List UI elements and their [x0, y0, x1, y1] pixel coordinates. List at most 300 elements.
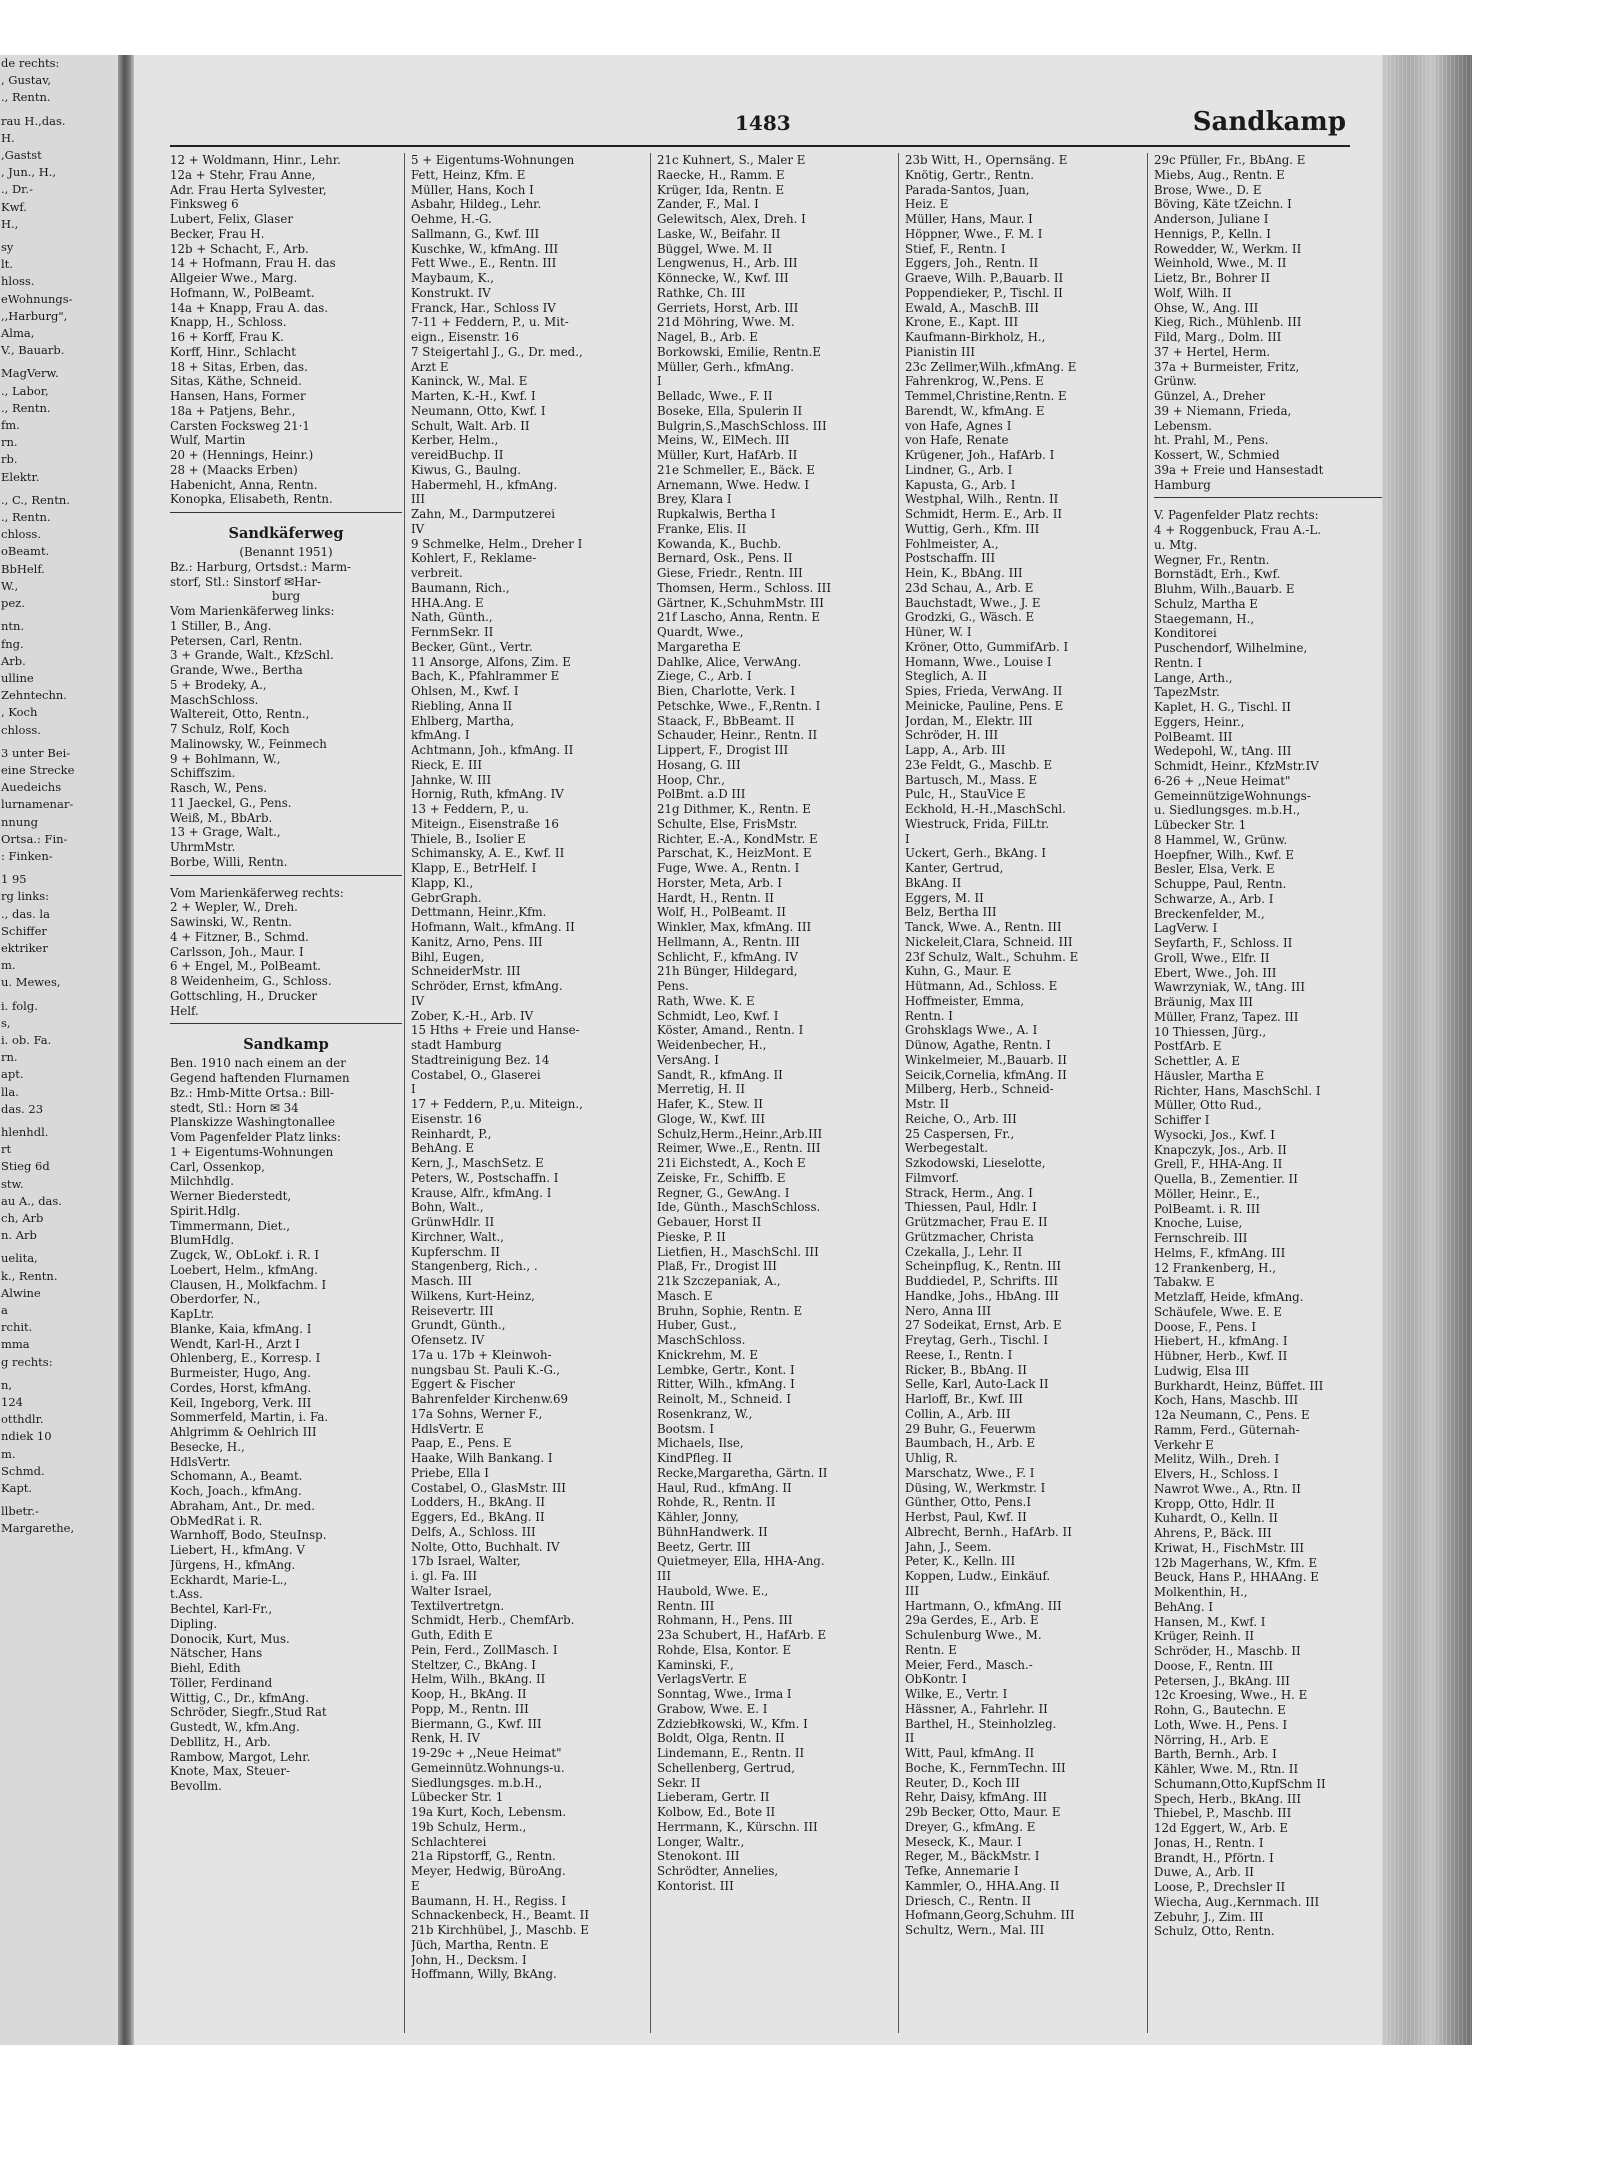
left-page-text-fragment: 124	[1, 1395, 23, 1410]
directory-entry: Rowedder, W., Werkm. II	[1154, 241, 1302, 256]
directory-column	[657, 153, 889, 2033]
directory-entry: Kuhardt, O., Kelln. II	[1154, 1511, 1278, 1526]
directory-entry: Merretig, H. II	[657, 1082, 745, 1097]
directory-entry: Ohse, W., Ang. III	[1154, 300, 1259, 315]
directory-entry: PolBeamt. III	[1154, 729, 1233, 744]
left-page-text-fragment: oBeamt.	[1, 544, 50, 559]
directory-entry: Schröder, H. III	[905, 728, 999, 743]
left-page-text-fragment: mma	[1, 1337, 30, 1352]
directory-entry: 27 Sodeikat, Ernst, Arb. E	[905, 1318, 1062, 1333]
left-page-text-fragment: W.,	[1, 578, 19, 593]
directory-entry: Fernschreib. III	[1154, 1231, 1248, 1245]
directory-entry: Sallmann, G., Kwf. III	[411, 226, 540, 241]
directory-entry: Textilvertretgn.	[411, 1598, 505, 1613]
left-page-text-fragment: ektriker	[1, 940, 48, 955]
directory-entry: Regner, G., GewAng. I	[657, 1185, 790, 1200]
directory-entry: nungsbau St. Pauli K.-G.,	[411, 1362, 561, 1377]
directory-entry: Wilke, E., Vertr. I	[905, 1687, 1008, 1701]
directory-entry: Hansen, M., Kwf. I	[1154, 1614, 1266, 1629]
left-page-text-fragment: nnung	[1, 814, 38, 829]
left-page-text-fragment: lt.	[1, 257, 13, 272]
directory-entry: Düsing, W., Werkmstr. I	[905, 1480, 1046, 1495]
directory-entry: Mstr. II	[905, 1097, 950, 1111]
directory-entry: 4 + Roggenbuck, Frau A.-L.	[1154, 523, 1322, 537]
directory-entry: Schulte, Else, FrisMstr.	[657, 816, 798, 831]
directory-entry: BlumHdlg.	[170, 1233, 235, 1248]
directory-entry: Bz.: Harburg, Ortsdst.: Marm-	[170, 559, 352, 574]
directory-entry: Lengwenus, H., Arb. III	[657, 256, 798, 271]
directory-entry: Plaß, Fr., Drogist III	[657, 1259, 777, 1274]
directory-entry: Beuck, Hans P., HHAAng. E	[1154, 1570, 1319, 1585]
directory-entry: Meins, W., ElMech. III	[657, 433, 790, 448]
directory-entry: Reiche, O., Arb. III	[905, 1111, 1017, 1126]
directory-entry: Müller, Gerh., kfmAng.	[657, 359, 795, 374]
directory-entry: 13 + Feddern, P., u.	[411, 802, 529, 816]
directory-entry: 21g Dithmer, K., Rentn. E	[657, 802, 811, 816]
directory-entry: Wilkens, Kurt-Heinz,	[411, 1288, 535, 1303]
directory-entry: Ricker, B., BbAng. II	[905, 1362, 1027, 1377]
directory-entry: Milberg, Herb., Schneid-	[905, 1082, 1054, 1097]
directory-entry: Ludwig, Elsa III	[1154, 1363, 1250, 1378]
left-page-text-fragment: Alma,	[1, 326, 35, 341]
directory-entry: Pens.	[657, 979, 689, 993]
directory-entry: Marten, K.-H., Kwf. I	[411, 389, 536, 403]
directory-entry: Rohn, G., Bautechn. E	[1154, 1703, 1286, 1717]
directory-entry: Bach, K., Pfahlrammer E	[411, 669, 560, 684]
left-page-text-fragment: 3 unter Bei-	[1, 745, 71, 760]
directory-entry: u. Mtg.	[1154, 537, 1198, 552]
directory-entry: 18a + Patjens, Behr.,	[170, 403, 296, 418]
directory-entry: GebrGraph.	[411, 890, 482, 905]
directory-entry: 9 Schmelke, Helm., Dreher I	[411, 536, 583, 551]
directory-entry: 39a + Freie und Hansestadt	[1154, 462, 1324, 477]
directory-entry: Heiz. E	[905, 197, 949, 212]
directory-entry: Achtmann, Joh., kfmAng. II	[411, 743, 574, 757]
directory-entry: Cordes, Horst, kfmAng.	[170, 1380, 312, 1395]
directory-entry: Schiffszim.	[170, 766, 236, 781]
directory-entry: Parschat, K., HeizMont. E	[657, 846, 812, 861]
directory-entry: Grodzki, G., Wäsch. E	[905, 610, 1035, 625]
directory-entry: FernmSekr. II	[411, 625, 494, 639]
directory-entry: Milchhdlg.	[170, 1174, 235, 1189]
left-page-text-fragment: ., das. la	[1, 906, 50, 921]
directory-entry: Weinhold, Wwe., M. II	[1154, 256, 1287, 271]
left-page-text-fragment: eWohnungs-	[1, 291, 73, 306]
directory-entry: Fohlmeister, A.,	[905, 536, 999, 551]
directory-entry: Klapp, Kl.,	[411, 875, 474, 890]
directory-entry: IV	[411, 521, 425, 536]
directory-entry: 6-26 + ,,Neue Heimat"	[1154, 773, 1291, 788]
directory-entry: Rasch, W., Pens.	[170, 781, 268, 795]
directory-entry: Dettmann, Heinr.,Kfm.	[411, 905, 547, 920]
directory-entry: Scheinpflug, K., Rentn. III	[905, 1259, 1062, 1274]
directory-column	[411, 153, 643, 2033]
directory-entry: Pieske, P. II	[657, 1229, 726, 1244]
directory-entry: BühnHandwerk. II	[657, 1524, 768, 1539]
left-page-text-fragment: 1 95	[1, 872, 27, 887]
left-page-text-fragment: i. folg.	[1, 998, 38, 1013]
directory-entry: Herbst, Paul, Kwf. II	[905, 1510, 1027, 1524]
directory-entry: 8 Hammel, W., Grünw.	[1154, 832, 1288, 847]
directory-entry: Lange, Arth.,	[1154, 670, 1233, 685]
directory-entry: Jonas, H., Rentn. I	[1154, 1835, 1264, 1850]
directory-entry: Schmidt, Heinr., KfzMstr.IV	[1154, 759, 1319, 773]
directory-entry: Höppner, Wwe., F. M. I	[905, 226, 1043, 241]
directory-entry: VersAng. I	[657, 1052, 719, 1067]
directory-entry: Rosenkranz, W.,	[657, 1406, 753, 1421]
directory-entry: Haul, Rud., kfmAng. II	[657, 1480, 792, 1495]
directory-entry: t.Ass.	[170, 1587, 203, 1602]
directory-entry: Ohlenberg, E., Korresp. I	[170, 1351, 321, 1366]
directory-entry: Müller, Hans, Koch I	[411, 182, 534, 197]
directory-entry: Krone, E., Kapt. III	[905, 315, 1019, 330]
directory-entry: HdlsVertr.	[170, 1454, 231, 1469]
directory-entry: Tefke, Annemarie I	[905, 1864, 1019, 1878]
directory-entry: Gelewitsch, Alex, Dreh. I	[657, 212, 806, 226]
directory-entry: Stenokont. III	[657, 1849, 740, 1864]
directory-entry: Harloff, Br., Kwf. III	[905, 1392, 1023, 1406]
directory-entry: Masch. E	[657, 1288, 713, 1303]
directory-entry: Wolf, H., PolBeamt. II	[657, 905, 786, 920]
directory-entry: 12 + Woldmann, Hinr., Lehr.	[170, 153, 341, 167]
left-page-text-fragment: Schiffer	[1, 923, 47, 938]
directory-entry: Masch. III	[411, 1274, 472, 1288]
directory-entry: Bornstädt, Erh., Kwf.	[1154, 567, 1281, 582]
directory-column	[1154, 153, 1382, 2033]
directory-column	[170, 153, 402, 2033]
directory-entry: Meier, Ferd., Masch.-	[905, 1657, 1033, 1672]
directory-entry: Eggert & Fischer	[411, 1377, 515, 1392]
directory-entry: Winkelmeier, M.,Bauarb. II	[905, 1052, 1067, 1067]
left-page-text-fragment: hlenhdl.	[1, 1124, 49, 1139]
directory-entry: 8 Weidenheim, G., Schloss.	[170, 974, 332, 988]
directory-entry: Eggers, Joh., Rentn. II	[905, 256, 1039, 271]
directory-entry: GemeinnützigeWohnungs-	[1154, 788, 1311, 803]
section-divider	[170, 1023, 402, 1034]
directory-entry: Kuschke, W., kfmAng. III	[411, 241, 559, 256]
directory-entry: 7 Schulz, Rolf, Koch	[170, 722, 290, 736]
left-page-text-fragment: H.	[1, 130, 15, 145]
directory-entry: Ofensetz. IV	[411, 1333, 485, 1347]
directory-entry: Adr. Frau Herta Sylvester,	[170, 182, 327, 197]
directory-entry: Bulgrin,S.,MaschSchloss. III	[657, 418, 827, 433]
directory-entry: Grützmacher, Frau E. II	[905, 1215, 1048, 1229]
directory-entry: Uhlig, R.	[905, 1451, 958, 1465]
directory-entry: Barendt, W., kfmAng. E	[905, 403, 1045, 418]
left-page-text-fragment: rb.	[1, 452, 18, 467]
directory-entry: Hein, K., BbAng. III	[905, 566, 1023, 580]
directory-entry: KapLtr.	[170, 1307, 215, 1321]
directory-entry: HHA.Ang. E	[411, 595, 484, 610]
directory-entry: Schuppe, Paul, Rentn.	[1154, 877, 1287, 891]
directory-entry: 7-11 + Feddern, P., u. Mit-	[411, 315, 569, 330]
left-page-text-fragment: Kwf.	[1, 199, 27, 214]
directory-entry: Miteign., Eisenstraße 16	[411, 816, 559, 831]
directory-entry: Molkenthin, H.,	[1154, 1585, 1248, 1599]
directory-entry: Bruhn, Sophie, Rentn. E	[657, 1303, 803, 1318]
left-page-text-fragment: n. Arb	[1, 1228, 37, 1243]
directory-entry: Richter, Hans, MaschSchl. I	[1154, 1083, 1321, 1098]
directory-entry: 23a Schubert, H., HafArb. E	[657, 1628, 827, 1642]
directory-entry: Könnecke, W., Kwf. III	[657, 271, 789, 285]
directory-entry: Sonntag, Wwe., Irma I	[657, 1687, 792, 1701]
directory-entry: 21c Kuhnert, S., Maler E	[657, 153, 806, 167]
left-page-text-fragment: V., Bauarb.	[1, 343, 65, 358]
directory-entry: Fett, Heinz, Kfm. E	[411, 167, 526, 182]
directory-entry: Wysocki, Jos., Kwf. I	[1154, 1127, 1275, 1142]
directory-entry: Petersen, J., BkAng. III	[1154, 1673, 1290, 1688]
directory-entry: Haubold, Wwe. E.,	[657, 1583, 769, 1598]
directory-entry: Bz.: Hmb-Mitte Ortsa.: Bill-	[170, 1085, 335, 1100]
directory-entry: 1 + Eigentums-Wohnungen	[170, 1144, 334, 1159]
directory-entry: Meyer, Hedwig, BüroAng.	[411, 1864, 566, 1878]
directory-entry: Nero, Anna III	[905, 1303, 992, 1318]
directory-entry: Weidenbecher, H.,	[657, 1038, 767, 1052]
directory-entry: Krüger, Ida, Rentn. E	[657, 182, 785, 197]
section-divider	[170, 875, 402, 886]
directory-entry: Huber, Gust.,	[657, 1318, 737, 1333]
left-page-text-fragment: llbetr.-	[1, 1504, 39, 1519]
left-page-text-fragment: , Gustav,	[1, 73, 52, 88]
directory-entry: Thiebel, P., Maschb. III	[1154, 1806, 1292, 1821]
left-page-text-fragment: eine Strecke	[1, 762, 75, 777]
street-heading: Sandkamp	[243, 1036, 329, 1054]
directory-entry: Boseke, Ella, Spulerin II	[657, 403, 803, 418]
directory-entry: Eggers, Ed., BkAng. II	[411, 1510, 545, 1524]
directory-entry: Timmermann, Diet.,	[170, 1218, 291, 1233]
directory-entry: 21i Eichstedt, A., Koch E	[657, 1156, 806, 1170]
directory-entry: Reger, M., BäckMstr. I	[905, 1849, 1040, 1864]
directory-entry: Doose, F., Rentn. III	[1154, 1658, 1274, 1673]
directory-entry: Schmidt, Leo, Kwf. I	[657, 1008, 779, 1023]
directory-entry: Peters, W., Postschaffn. I	[411, 1170, 559, 1185]
directory-entry: Lindner, G., Arb. I	[905, 462, 1013, 477]
directory-entry: Jüch, Martha, Rentn. E	[411, 1937, 549, 1952]
directory-entry: ObKontr. I	[905, 1672, 967, 1687]
directory-entry: III	[411, 492, 425, 507]
directory-entry: Kaplet, H. G., Tischl. II	[1154, 700, 1291, 714]
directory-entry: Kaninck, W., Mal. E	[411, 374, 528, 389]
directory-entry: Töller, Ferdinand	[170, 1675, 273, 1690]
directory-entry: Brose, Wwe., D. E	[1154, 182, 1262, 197]
left-page-text-fragment: stw.	[1, 1176, 24, 1191]
directory-entry: Kanter, Gertrud,	[905, 861, 1004, 875]
directory-entry: Schrödter, Annelies,	[657, 1864, 779, 1878]
directory-entry: 23e Feldt, G., Maschb. E	[905, 757, 1053, 772]
directory-entry: Krause, Alfr., kfmAng. I	[411, 1185, 552, 1200]
directory-entry: Staegemann, H.,	[1154, 611, 1255, 626]
directory-entry: Maybaum, K.,	[411, 271, 494, 285]
directory-entry: Eggers, M. II	[905, 890, 984, 905]
directory-entry: Korff, Hinr., Schlacht	[170, 344, 296, 359]
directory-entry: Gemeinnütz.Wohnungs-u.	[411, 1760, 565, 1775]
left-page-text-fragment: m.	[1, 1446, 16, 1461]
directory-entry: Oehme, H.-G.	[411, 212, 492, 226]
left-page-text-fragment: rn.	[1, 435, 18, 450]
directory-entry: Peter, K., Kelln. III	[905, 1554, 1016, 1569]
directory-entry: Sawinski, W., Rentn.	[170, 915, 292, 929]
directory-entry: Westphal, Wilh., Rentn. II	[905, 492, 1059, 507]
directory-entry: Renk, H. IV	[411, 1731, 481, 1746]
directory-entry: Zahn, M., Darmputzerei	[411, 507, 556, 521]
directory-entry: stedt, Stl.: Horn ✉ 34	[170, 1100, 299, 1115]
directory-entry: Fahrenkrog, W.,Pens. E	[905, 374, 1044, 389]
directory-entry: 20 + (Hennings, Heinr.)	[170, 448, 314, 462]
directory-entry: 12a Neumann, C., Pens. E	[1154, 1408, 1310, 1422]
directory-entry: Keil, Ingeborg, Verk. III	[170, 1395, 312, 1410]
directory-entry: Wolf, Wilh. II	[1154, 285, 1232, 300]
directory-entry: Häusler, Martha E	[1154, 1068, 1265, 1083]
left-page-text-fragment: chloss.	[1, 527, 41, 542]
directory-entry: Horster, Meta, Arb. I	[657, 875, 782, 890]
directory-entry: Costabel, O., Glaserei	[411, 1067, 541, 1082]
directory-entry: 7 Steigertahl J., G., Dr. med.,	[411, 344, 583, 359]
directory-entry: Möller, Heinr., E.,	[1154, 1186, 1260, 1201]
left-page-text-fragment: ulline	[1, 670, 34, 685]
directory-entry: Borkowski, Emilie, Rentn.E	[657, 344, 821, 359]
directory-entry: Kröner, Otto, GummifArb. I	[905, 639, 1069, 654]
directory-entry: Nolte, Otto, Buchhalt. IV	[411, 1539, 560, 1554]
directory-entry: Nätscher, Hans	[170, 1646, 263, 1661]
directory-entry: Becker, Günt., Vertr.	[411, 639, 533, 654]
directory-entry: kfmAng. I	[411, 728, 470, 743]
directory-entry: Rupkalwis, Bertha I	[657, 507, 776, 521]
directory-entry: 21f Lascho, Anna, Rentn. E	[657, 610, 821, 625]
directory-entry: Strack, Herm., Ang. I	[905, 1185, 1033, 1200]
directory-entry: 19a Kurt, Koch, Lebensm.	[411, 1805, 567, 1819]
directory-entry: Hoffmeister, Emma,	[905, 993, 1025, 1008]
directory-entry: 16 + Korff, Frau K.	[170, 330, 284, 344]
left-page-text-fragment: pez.	[1, 596, 25, 611]
directory-entry: Waltereit, Otto, Rentn.,	[170, 707, 310, 722]
directory-entry: Hardt, H., Rentn. II	[657, 890, 774, 905]
directory-entry: Reinhardt, P.,	[411, 1126, 492, 1141]
directory-entry: Gärtner, K.,SchuhmMstr. III	[657, 595, 824, 610]
left-page-text-fragment: fng.	[1, 636, 24, 651]
directory-entry: BkAng. II	[905, 875, 962, 890]
directory-entry: u. Siedlungsges. m.b.H.,	[1154, 803, 1301, 818]
directory-entry: Nagel, B., Arb. E	[657, 330, 758, 344]
left-page-text-fragment: Ortsa.: Fin-	[1, 831, 68, 846]
directory-entry: Hansen, Hans, Former	[170, 389, 306, 403]
directory-entry: 5 + Brodeky, A.,	[170, 677, 267, 692]
directory-entry: Brey, Klara I	[657, 492, 732, 507]
directory-entry: 19-29c + ,,Neue Heimat"	[411, 1746, 562, 1760]
directory-entry: E	[411, 1878, 420, 1893]
directory-entry: Tabakw. E	[1154, 1275, 1215, 1290]
directory-entry: Stief, F., Rentn. I	[905, 241, 1006, 256]
directory-entry: Lapp, A., Arb. III	[905, 743, 1006, 757]
directory-entry: Asbahr, Hildeg., Lehr.	[411, 197, 542, 212]
directory-entry: Kähler, Jonny,	[657, 1510, 739, 1524]
directory-entry: Kriwat, H., FischMstr. III	[1154, 1540, 1305, 1555]
left-page-text-fragment: ndiek 10	[1, 1429, 52, 1444]
directory-entry: Schiffer I	[1154, 1113, 1210, 1127]
directory-column	[905, 153, 1137, 2033]
directory-entry: Paap, E., Pens. E	[411, 1436, 512, 1451]
directory-entry: 21a Ripstorff, G., Rentn.	[411, 1849, 556, 1864]
directory-entry: Driesch, C., Rentn. II	[905, 1893, 1032, 1908]
directory-entry: Rentn. III	[657, 1598, 715, 1613]
left-page-text-fragment: MagVerw.	[1, 366, 59, 381]
directory-entry: Marschatz, Wwe., F. I	[905, 1465, 1035, 1480]
directory-entry: Franck, Har., Schloss IV	[411, 300, 556, 315]
directory-entry: Hamburg	[1154, 477, 1211, 492]
directory-entry: I	[411, 1082, 416, 1097]
directory-entry: 12 Frankenberg, H.,	[1154, 1260, 1276, 1275]
directory-entry: Kolbow, Ed., Bote II	[657, 1805, 776, 1819]
directory-entry: Böving, Käte tZeichn. I	[1154, 197, 1292, 212]
directory-entry: Carsten Focksweg 21·1	[170, 418, 310, 433]
directory-entry: Koch, Joach., kfmAng.	[170, 1484, 302, 1498]
directory-entry: Schmidt, Herm. E., Arb. II	[905, 507, 1063, 521]
directory-entry: Becker, Frau H.	[170, 226, 265, 241]
directory-entry: Lindemann, E., Rentn. II	[657, 1746, 805, 1760]
directory-entry: Eckhold, H.-H.,MaschSchl.	[905, 802, 1066, 816]
directory-entry: 6 + Engel, M., PolBeamt.	[170, 959, 321, 974]
left-page-text-fragment: n,	[1, 1377, 13, 1392]
directory-entry: Hoop, Chr.,	[657, 772, 726, 787]
directory-entry: Kerber, Helm.,	[411, 433, 499, 448]
directory-entry: 23d Schau, A., Arb. E	[905, 580, 1034, 595]
directory-entry: Jahn, J., Seem.	[905, 1539, 992, 1554]
directory-entry: Lübecker Str. 1	[1154, 818, 1247, 832]
directory-entry: Costabel, O., GlasMstr. III	[411, 1480, 566, 1495]
directory-entry: Rathke, Ch. III	[657, 285, 746, 300]
directory-entry: Hoffmann, Willy, BkAng.	[411, 1967, 557, 1982]
directory-entry: 37 + Hertel, Herm.	[1154, 344, 1271, 359]
directory-entry: Lebensm.	[1154, 418, 1212, 433]
directory-entry: 15 Hths + Freie und Hanse-	[411, 1023, 580, 1038]
directory-entry: Fuge, Wwe. A., Rentn. I	[657, 861, 800, 875]
directory-entry: Stangenberg, Rich., .	[411, 1259, 538, 1274]
directory-entry: Grande, Wwe., Bertha	[170, 663, 303, 677]
directory-entry: Belz, Bertha III	[905, 905, 997, 920]
directory-entry: 12a + Stehr, Frau Anne,	[170, 167, 316, 182]
directory-entry: Fett Wwe., E., Rentn. III	[411, 256, 557, 271]
directory-entry: Richter, E.-A., KondMstr. E	[657, 831, 818, 846]
directory-entry: 17a u. 17b + Kleinwoh-	[411, 1347, 552, 1362]
directory-entry: Ohlsen, M., Kwf. I	[411, 684, 519, 698]
directory-entry: Wawrzyniak, W., tAng. III	[1154, 980, 1306, 995]
directory-entry: Melitz, Wilh., Dreh. I	[1154, 1452, 1280, 1467]
left-page-text-fragment: BbHelf.	[1, 561, 45, 576]
left-page-text-fragment: uelita,	[1, 1251, 38, 1266]
left-page-text-fragment: ,,Harburg",	[1, 308, 68, 323]
directory-entry: Seicik,Cornelia, kfmAng. II	[905, 1067, 1067, 1082]
directory-entry: Kern, J., MaschSetz. E	[411, 1156, 544, 1170]
directory-entry: Petschke, Wwe., F.,Rentn. I	[657, 698, 821, 713]
directory-entry: Schulz,Herm.,Heinr.,Arb.III	[657, 1126, 823, 1141]
left-page-text-fragment: a	[1, 1303, 8, 1318]
directory-entry: Besler, Elsa, Verk. E	[1154, 862, 1275, 877]
directory-entry: Carl, Ossenkop,	[170, 1159, 265, 1174]
left-page-text-fragment: chloss.	[1, 722, 41, 737]
directory-entry: Sekr. II	[657, 1775, 701, 1790]
directory-entry: Reisevertr. III	[411, 1303, 494, 1318]
left-page-text-fragment: au A., das.	[1, 1193, 62, 1208]
directory-entry: Spirit.Hdlg.	[170, 1203, 241, 1218]
directory-entry: Oberdorfer, N.,	[170, 1292, 261, 1307]
directory-entry: Bien, Charlotte, Verk. I	[657, 684, 796, 698]
directory-entry: Weiß, M., BbArb.	[170, 810, 273, 825]
running-head: Sandkamp	[1192, 107, 1346, 137]
directory-entry: Knapczyk, Jos., Arb. II	[1154, 1142, 1287, 1157]
left-page-text-fragment: lurnamenar-	[1, 797, 74, 812]
directory-entry: i. gl. Fa. III	[411, 1569, 477, 1583]
directory-entry: Jürgens, H., kfmAng.	[170, 1557, 296, 1572]
directory-entry: Habenicht, Anna, Rentn.	[170, 477, 318, 492]
